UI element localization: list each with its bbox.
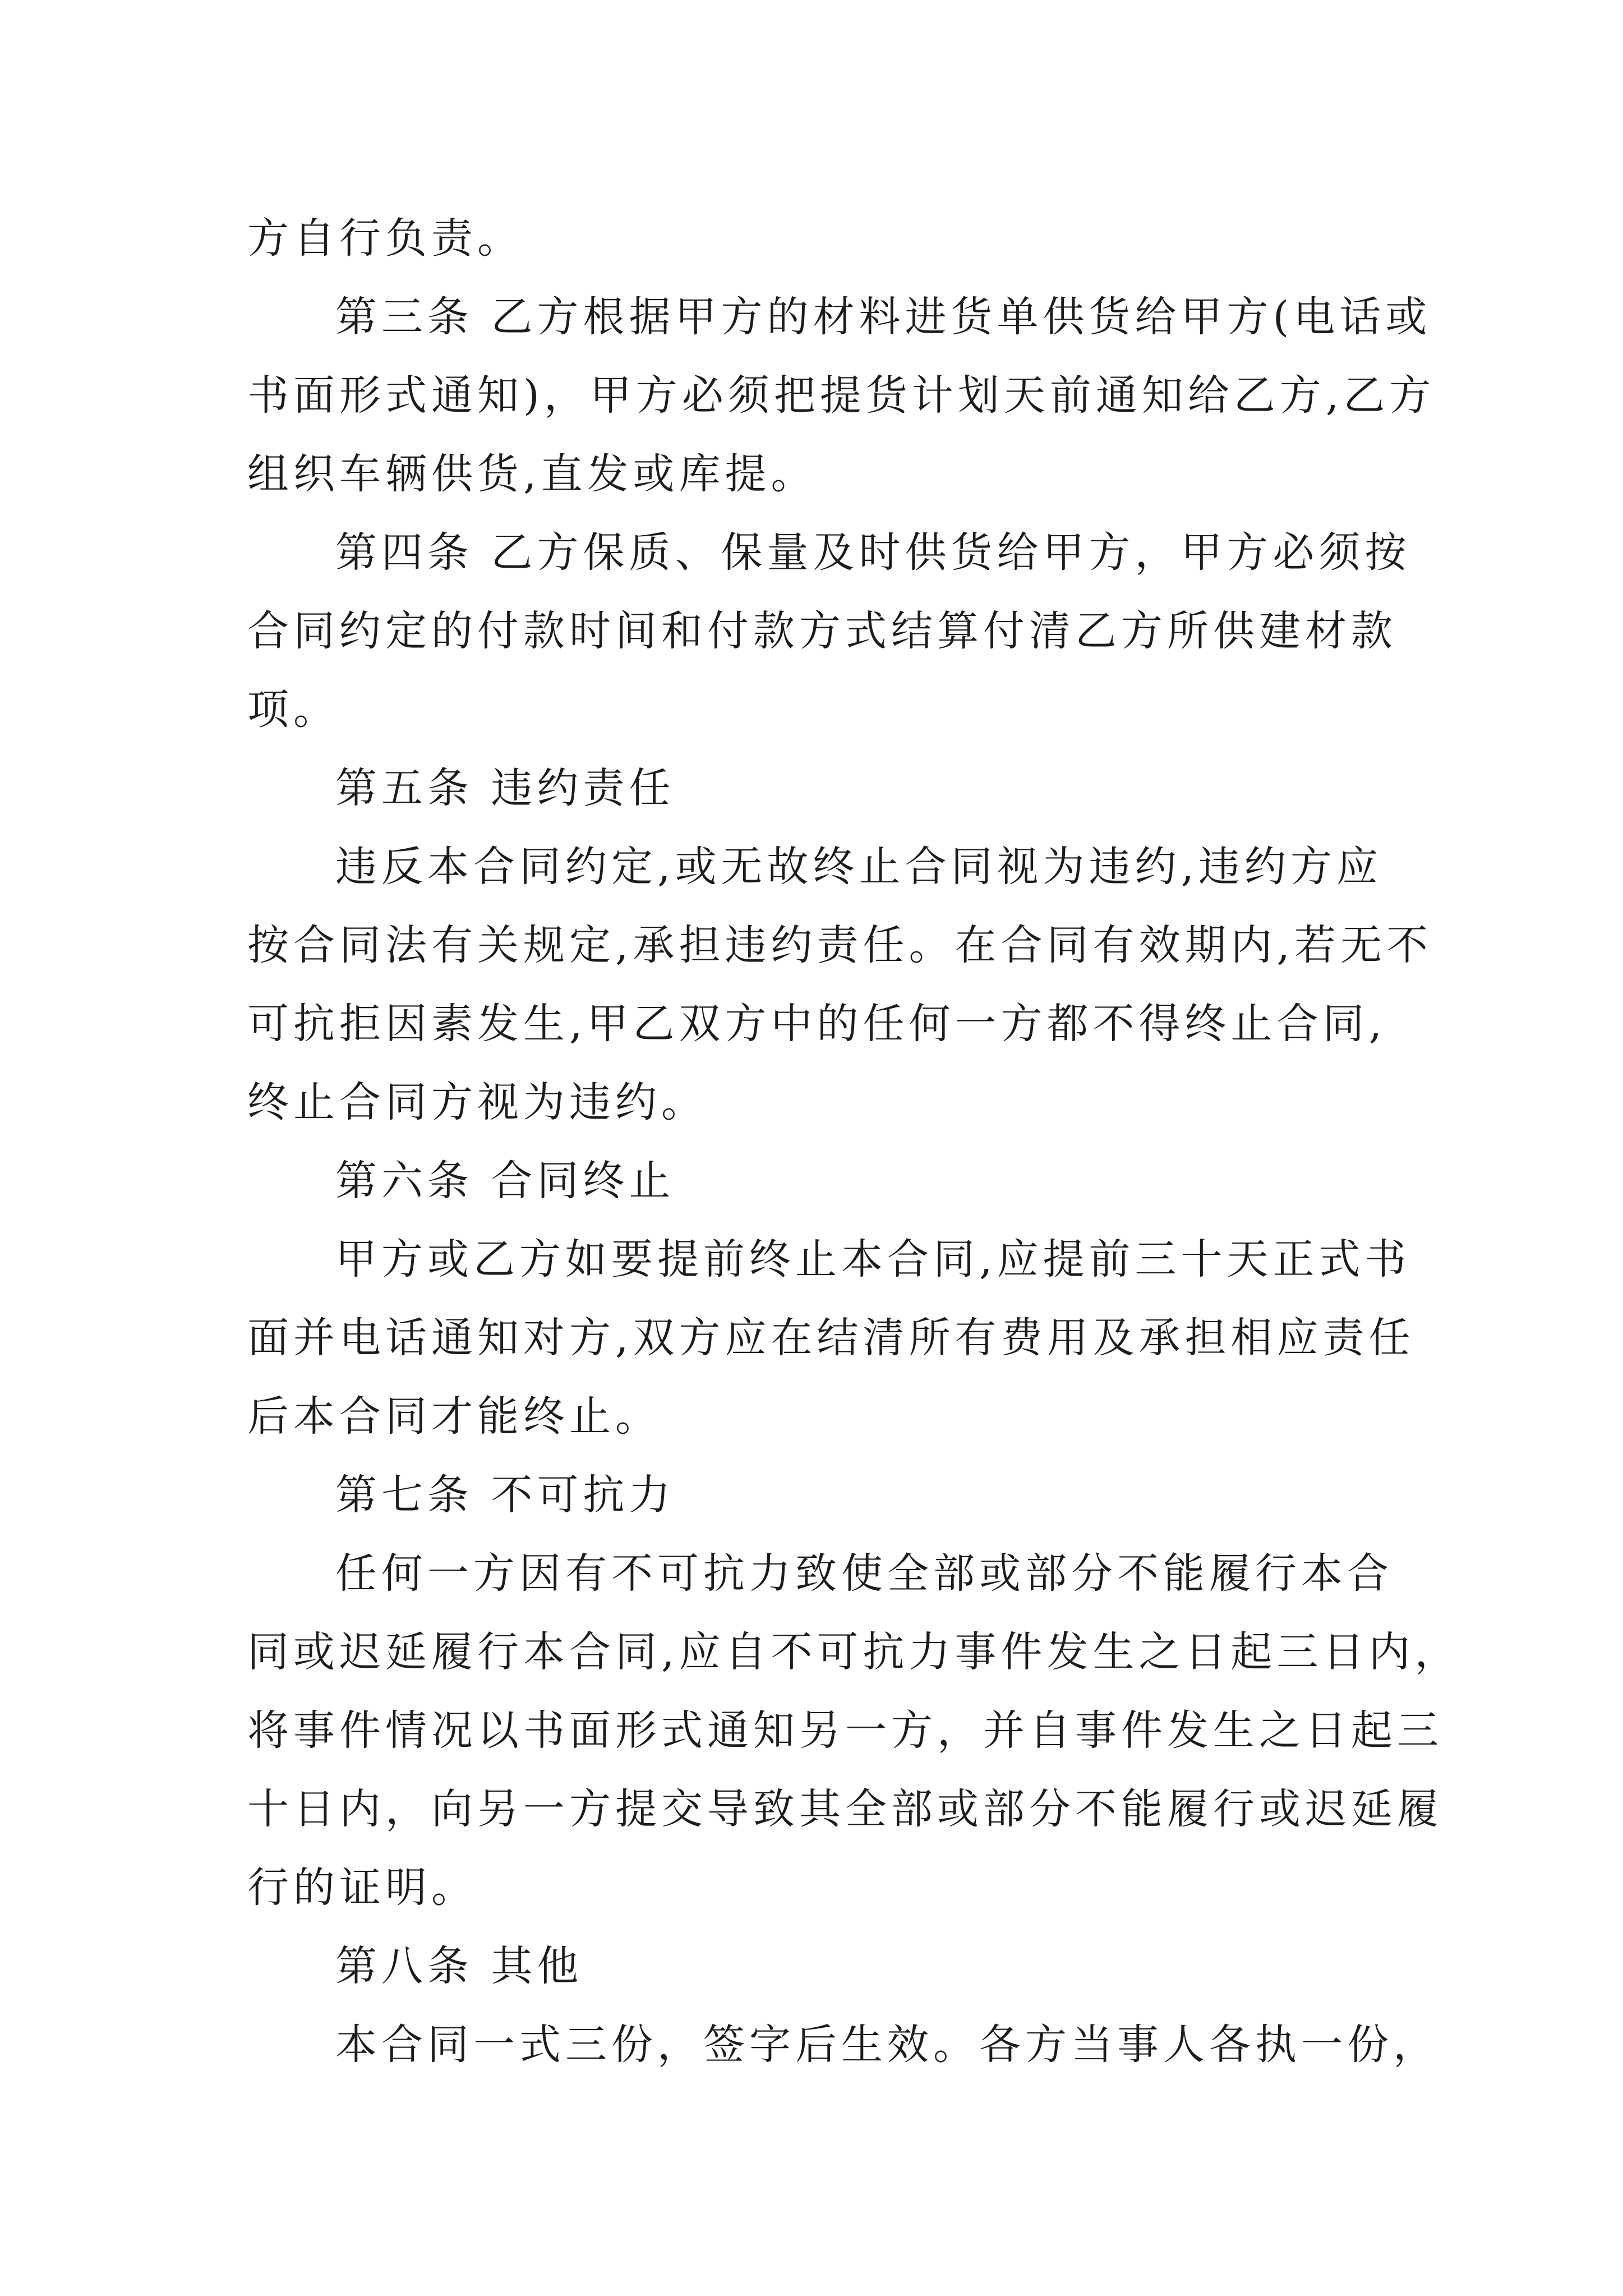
- article-4-line: 第四条 乙方保质、保量及时供货给甲方，甲方必须按: [335, 528, 1411, 577]
- article-5-heading: 第五条 违约责任: [335, 764, 675, 812]
- text-line: 合同约定的付款时间和付款方式结算付清乙方所供建材款: [247, 607, 1397, 655]
- article-8-heading: 第八条 其他: [335, 1942, 583, 1990]
- text-line: 项。: [247, 685, 339, 734]
- article-6-heading: 第六条 合同终止: [335, 1157, 675, 1205]
- text-line: 终止合同方视为违约。: [247, 1078, 707, 1126]
- text-line: 按合同法有关规定,承担违约责任。在合同有效期内,若无不: [247, 921, 1433, 969]
- text-line: 违反本合同约定,或无故终止合同视为违约,违约方应: [335, 843, 1383, 891]
- text-line: 组织车辆供货,直发或库提。: [247, 450, 817, 498]
- text-line: 面并电话通知对方,双方应在结清所有费用及承担相应责任: [247, 1314, 1415, 1362]
- article-7-heading: 第七条 不可抗力: [335, 1471, 675, 1519]
- text-line: 后本合同才能终止。: [247, 1392, 661, 1441]
- text-line: 同或迟延履行本合同,应自不可抗力事件发生之日起三日内，: [247, 1628, 1461, 1676]
- text-line: 本合同一式三份，签字后生效。各方当事人各执一份，: [335, 2021, 1439, 2069]
- text-line: 任何一方因有不可抗力致使全部或部分不能履行本合: [335, 1549, 1393, 1598]
- text-line: 行的证明。: [247, 1864, 477, 1912]
- text-line: 方自行负责。: [247, 214, 523, 263]
- text-line: 将事件情况以书面形式通知另一方，并自事件发生之日起三: [247, 1706, 1443, 1755]
- text-line: 可抗拒因素发生,甲乙双方中的任何一方都不得终止合同,: [247, 1000, 1387, 1048]
- text-line: 十日内，向另一方提交导致其全部或部分不能履行或迟延履: [247, 1785, 1443, 1833]
- article-3-line: 第三条 乙方根据甲方的材料进货单供货给甲方(电话或: [335, 293, 1432, 341]
- text-line: 甲方或乙方如要提前终止本合同,应提前三十天正式书: [335, 1235, 1411, 1283]
- text-line: 书面形式通知)，甲方必须把提货计划天前通知给乙方,乙方: [247, 371, 1436, 420]
